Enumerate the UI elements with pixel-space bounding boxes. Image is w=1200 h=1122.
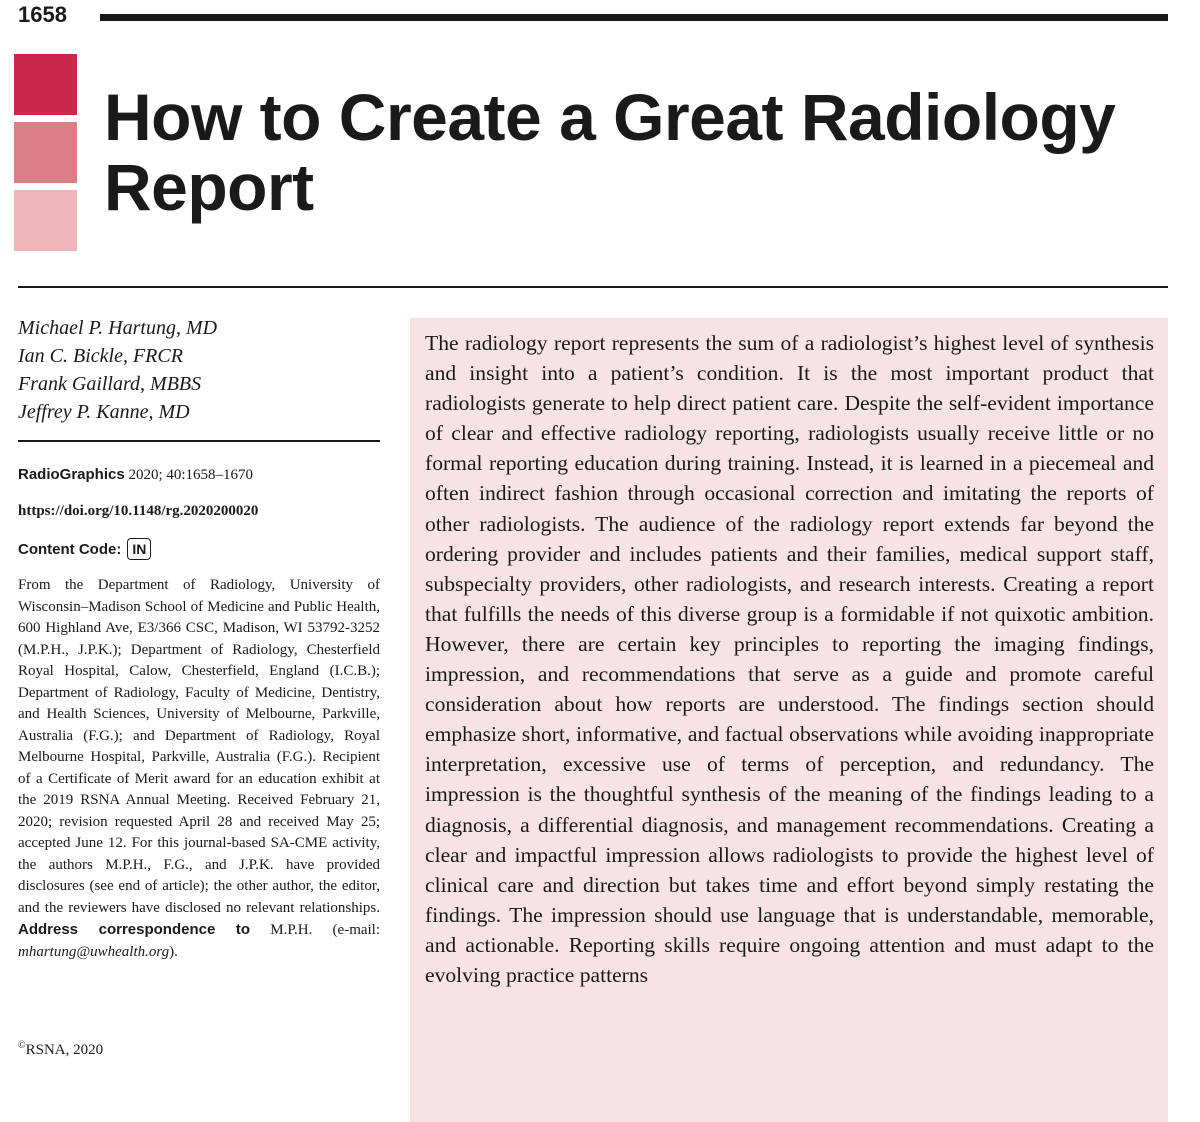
journal-name: RadioGraphics <box>18 466 125 483</box>
copyright-notice <box>18 1040 103 1059</box>
abstract-box <box>410 318 1168 1122</box>
author-name: Michael P. Hartung, MD <box>18 317 218 339</box>
author-name: Frank Gaillard, MBBS <box>18 373 202 395</box>
decorative-block-1 <box>14 54 77 115</box>
decorative-block-3 <box>14 190 77 251</box>
copyright-symbol: © <box>18 1040 26 1051</box>
article-title: How to Create a Great Radiology Report <box>104 80 1116 224</box>
top-rule <box>100 14 1168 21</box>
abstract-text: The radiology report represents the sum of a radiologist’s highest level of synthesis and insight into a patient’s condition. It is the most important product that radiologists generate to help direct patient care. Despite the self-evident importance of clear and effective radiology reporting, radiologists usually receive little or no formal reporting education during training. Instead, it is learned in a piecemeal and often indirect fashion through occasional correction and imitating the reports of other radiologists. The audience of the radiology report extends far beyond the ordering provider and includes patients and their families, medical support staff, subspecialty providers, other radiologists, and research interests. Creating a report that fulfills the needs of this diverse group is a formidable if not quixotic ambition. However, there are certain key principles to reporting the imaging findings, impression, and recommendations that serve as a guide and promote careful consideration about how reports are understood. The findings section should emphasize short, informative, and factual observations while avoiding inappropriate interpretation, excessive use of terms of perception, and redundancy. The impression is the thoughtful synthesis of the meaning of the findings leading to a diagnosis, a differential diagnosis, and management recommendations. Creating a clear and impactful impression allows radiologists to provide the highest level of clinical care and direction but takes time and effort beyond simply restating the findings. The impression should use language that is understandable, memorable, and actionable. Reporting skills require ongoing attention and must adapt to the evolving practice patterns <box>425 331 1154 987</box>
content-code-badge: IN <box>127 538 151 560</box>
copyright-text: RSNA, 2020 <box>25 1042 104 1058</box>
content-code-label: Content Code: <box>18 540 122 558</box>
correspondence-end: ). <box>169 943 178 960</box>
content-code <box>18 538 380 560</box>
affiliation-text <box>18 575 380 963</box>
title-divider <box>18 286 1168 288</box>
doi-link[interactable]: https://doi.org/10.1148/rg.2020200020 <box>18 503 259 519</box>
correspondence-email[interactable]: mhartung@uwhealth.org <box>18 943 170 960</box>
author-name: Ian C. Bickle, FRCR <box>18 345 183 367</box>
journal-citation <box>18 466 380 484</box>
decorative-block-2 <box>14 122 77 183</box>
authors-divider <box>18 440 380 442</box>
page-number: 1658 <box>18 2 67 27</box>
author-name: Jeffrey P. Kanne, MD <box>18 401 190 423</box>
citation-details: 2020; 40:1658–1670 <box>128 467 254 483</box>
correspondence-label: Address correspondence to <box>18 921 251 938</box>
correspondence-text: M.P.H. (e-mail: <box>270 922 381 938</box>
author-list <box>18 314 380 426</box>
affiliation-body: From the Department of Radiology, University of Wisconsin–Madison School of Medicine and Public Health, 600 Highland Ave, E3/366 CSC, Madison, WI 53792-3252 (M.P.H., J.P.K.); Department of Radiology, Chesterfield Royal Hospital, Calow, Chesterfield, England (I.C.B.); Department of Radiology, Faculty of Medicine, Dentistry, and Health Sciences, University of Melbourne, Parkville, Australia (F.G.); and Department of Radiology, Royal Melbourne Hospital, Parkville, Australia (F.G.). Recipient of a Certificate of Merit award for an education exhibit at the 2019 RSNA Annual Meeting. Received February 21, 2020; revision requested April 28 and received May 25; accepted June 12. For this journal-based SA-CME activity, the authors M.P.H., F.G., and J.P.K. have provided disclosures (see end of article); the other author, the editor, and the reviewers have disclosed no relevant relationships. <box>18 577 380 916</box>
